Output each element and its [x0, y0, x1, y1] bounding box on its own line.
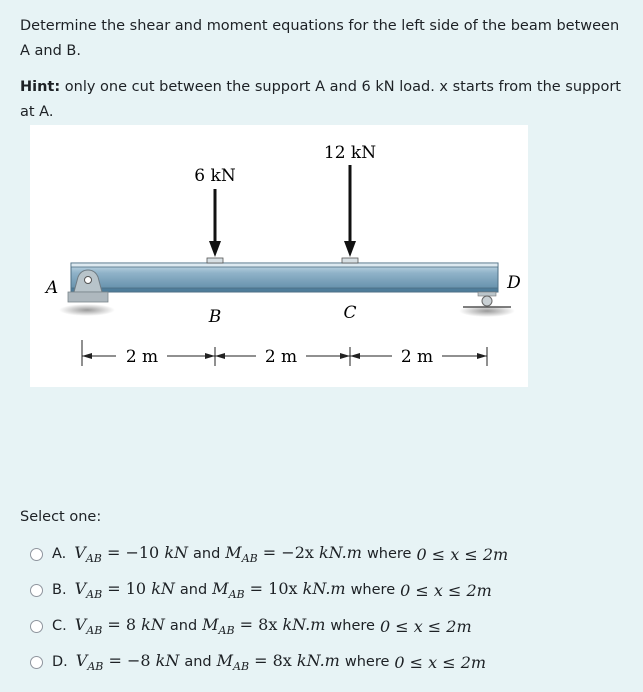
question-statement: Determine the shear and moment equations for the left side of the beam between A and B. [20, 18, 620, 59]
point-label-c: C [343, 303, 357, 323]
range-expr: 0 ≤ x ≤ 2m [394, 652, 487, 672]
hint-label: Hint: [20, 79, 61, 95]
load-label-12kn: 12 kN [323, 143, 377, 163]
roller-plate-d [478, 292, 496, 296]
load-arrow-6kn-head [209, 241, 221, 257]
moment-expr: $M_{AB} = 8x$ kN.m [202, 614, 326, 638]
option-d[interactable] [30, 644, 508, 680]
pin-a [85, 277, 92, 284]
shear-expr: $V_{AB} = -10$ kN [74, 542, 189, 566]
load-plate-b [207, 258, 223, 263]
span-label-cd: 2 m [400, 347, 434, 367]
join-word: and [193, 546, 221, 562]
where-word: where [330, 618, 375, 634]
radio-d[interactable] [30, 656, 43, 669]
beam-bottom-flange [71, 288, 498, 292]
option-b[interactable] [30, 572, 508, 608]
hint-text: only one cut between the support A and 6 kN load. x starts from the support at A. [20, 79, 621, 120]
point-label-b: B [208, 307, 222, 327]
radio-a[interactable] [30, 548, 43, 561]
shear-expr: $V_{AB} = 10$ kN [74, 578, 175, 602]
range-expr: 0 ≤ x ≤ 2m [416, 544, 509, 564]
hint [20, 75, 630, 125]
beam-figure [30, 125, 528, 387]
option-letter: B. [52, 582, 67, 598]
shear-expr: $V_{AB} = 8$ kN [74, 614, 165, 638]
question-text [20, 14, 630, 136]
select-prompt: Select one: [20, 509, 102, 525]
join-word: and [169, 618, 198, 634]
pin-base-a [68, 292, 108, 302]
option-a[interactable] [30, 536, 508, 572]
range-expr: 0 ≤ x ≤ 2m [379, 616, 472, 636]
span-label-ab: 2 m [125, 347, 159, 367]
radio-c[interactable] [30, 620, 43, 633]
shear-expr: $V_{AB} = -8$ kN [75, 650, 180, 674]
range-expr: 0 ≤ x ≤ 2m [400, 580, 492, 600]
where-word: where [344, 654, 390, 670]
beam-diagram [30, 125, 528, 387]
moment-expr: $M_{AB} = -2x$ kN.m [225, 542, 362, 566]
option-c[interactable] [30, 608, 508, 644]
where-word: where [366, 546, 412, 562]
answer-options [30, 536, 508, 680]
load-plate-c [342, 258, 358, 263]
ground-left [59, 304, 115, 316]
load-arrow-12kn-head [344, 241, 356, 257]
radio-b[interactable] [30, 584, 43, 597]
join-word: and [184, 654, 212, 670]
option-letter: A. [52, 546, 67, 562]
beam-top-flange [71, 263, 498, 267]
option-letter: C. [52, 618, 67, 634]
load-label-6kn: 6 kN [194, 166, 236, 186]
point-label-d: D [507, 273, 521, 293]
option-letter: D. [52, 654, 68, 670]
join-word: and [179, 582, 208, 598]
moment-expr: $M_{AB} = 8x$ kN.m [216, 650, 340, 674]
span-label-bc: 2 m [264, 347, 298, 367]
moment-expr: $M_{AB} = 10x$ kN.m [212, 578, 346, 602]
where-word: where [350, 582, 396, 598]
roller-d [482, 296, 492, 306]
point-label-a: A [45, 278, 59, 298]
